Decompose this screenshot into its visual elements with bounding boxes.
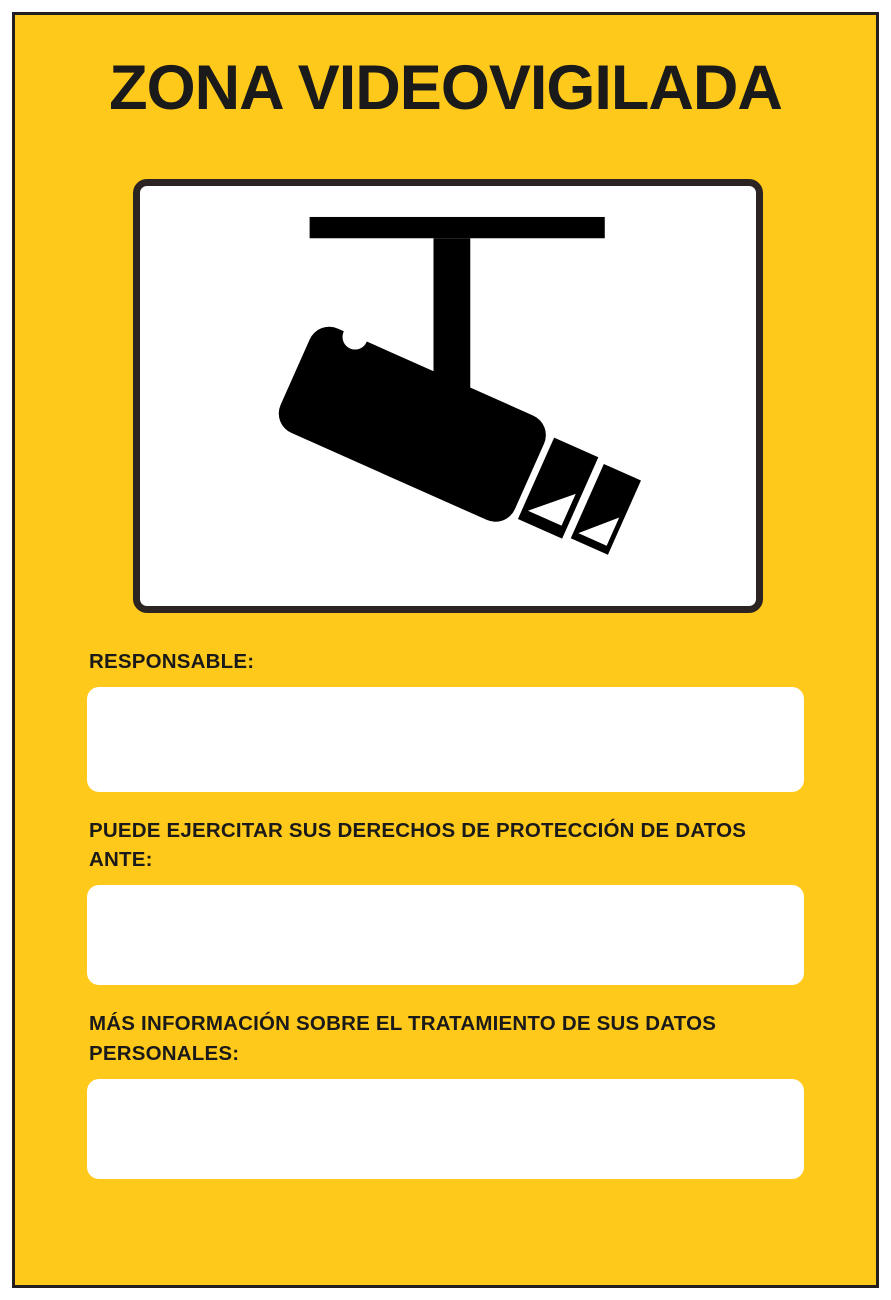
video-surveillance-poster <box>12 12 879 1288</box>
input-responsable[interactable] <box>87 687 804 792</box>
page-title: ZONA VIDEOVIGILADA <box>109 53 782 123</box>
field-responsable <box>15 647 876 792</box>
input-derechos[interactable] <box>87 885 804 985</box>
field-mas-informacion <box>15 1009 876 1178</box>
cctv-camera-icon <box>133 179 763 613</box>
field-derechos <box>15 816 876 985</box>
field-label-responsable: RESPONSABLE: <box>89 650 255 673</box>
field-label-derechos: PUEDE EJERCITAR SUS DERECHOS DE PROTECCIÓN DE DATOS ANTE: <box>89 818 747 872</box>
field-label-mas-informacion: MÁS INFORMACIÓN SOBRE EL TRATAMIENTO DE SUS DATOS PERSONALES: <box>89 1012 717 1065</box>
input-mas-informacion[interactable] <box>87 1079 804 1179</box>
form-fields <box>15 647 876 1197</box>
